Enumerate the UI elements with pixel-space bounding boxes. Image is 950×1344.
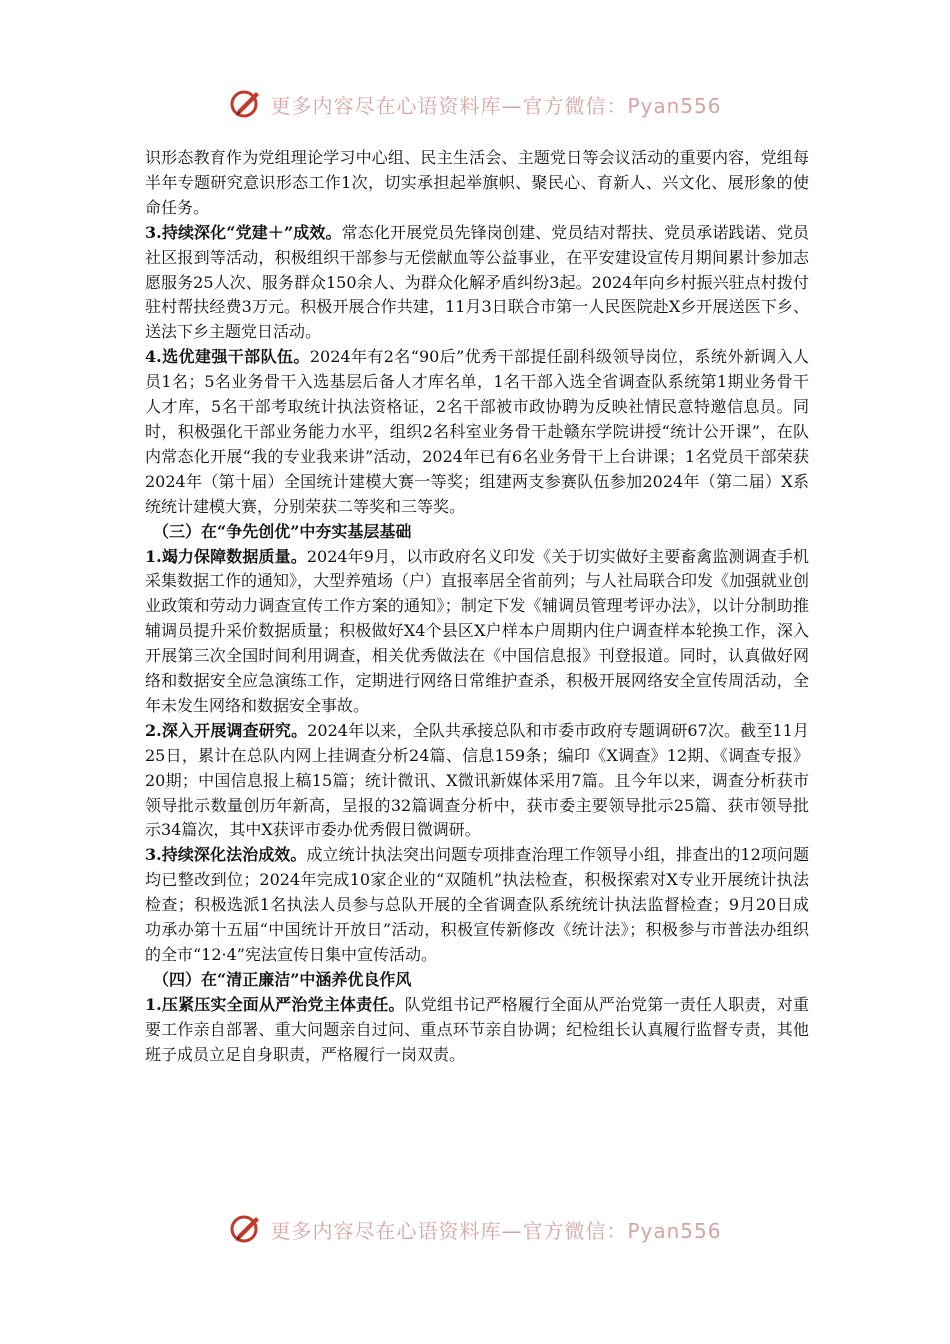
pen-logo-icon <box>228 86 264 122</box>
header-watermark <box>0 84 950 124</box>
paragraph-text: 2024年以来，全队共承接总队和市委市政府专题调研67次。截至11月25日，累计在总队内网上挂调查分析24篇、信息159条；编印《X调查》12期、《调查专报》20期；中国信息报上稿15篇；统计微讯、X微讯新媒体采用7篇。且今年以来，调查分析获市领导批示数量创历年新高，呈报的32篇调查分析中，获市委主要领导批示25篇、获市领导批示34篇次，其中X获评市委办优秀假日微调研。 <box>145 720 809 840</box>
body-paragraph <box>145 993 809 1068</box>
paragraph-lead: 3.持续深化“党建＋”成效。 <box>145 222 342 242</box>
paragraph-lead: 1.压紧压实全面从严治党主体责任。 <box>145 994 405 1014</box>
body-paragraph <box>145 719 809 844</box>
paragraph-text: 2024年9月，以市政府名义印发《关于切实做好主要畜禽监测调查手机采集数据工作的通知》，大型养殖场（户）直报率居全省前列；与人社局联合印发《加强就业创业政策和劳动力调查宣传工作方案的通知》；制定下发《辅调员管理考评办法》，以计分制助推辅调员提升采价数据质量；积极做好X4个县区X户样本户周期内住户调查样本轮换工作，深入开展第三次全国时间利用调查，相关优秀做法在《中国信息报》刊登报道。同时，认真做好网络和数据安全应急演练工作，定期进行网络日常维护查杀，积极开展网络安全宣传周活动，全年未发生网络和数据安全事故。 <box>145 546 810 715</box>
watermark-text: 更多内容尽在心语资料库—官方微信：Pyan556 <box>270 93 722 118</box>
paragraph-text: 2024年有2名“90后”优秀干部提任副科级领导岗位，系统外新调入人员1名；5名业务骨干入选基层后备人才库名单，1名干部入选全省调查队系统第1期业务骨干人才库，5名干部考取统计执法资格证，2名干部被市政协聘为反映社情民意特邀信息员。同时，积极强化干部业务能力水平，组织2名科室业务骨干赴赣东学院讲授“统计公开课”，在队内常态化开展“我的专业我来讲”活动，2024年已有6名业务骨干上台讲课；1名党员干部荣获2024年（第十届）全国统计建模大赛一等奖；组建两支参赛队伍参加2024年（第二届）X系统统计建模大赛，分别荣获二等奖和三等奖。 <box>145 347 809 516</box>
document-body <box>145 146 809 1068</box>
paragraph-text: 队党组书记严格履行全面从严治党第一责任人职责，对重要工作亲自部署、重大问题亲自过问、重点环节亲自协调；纪检组长认真履行监督专责，其他班子成员立足自身职责，严格履行一岗双责。 <box>145 994 809 1064</box>
pen-logo-icon <box>228 1211 264 1247</box>
body-paragraph <box>145 345 809 519</box>
section-heading: （三）在“争先创优”中夯实基层基础 <box>153 521 412 541</box>
paragraph-text: 成立统计执法突出问题专项排查治理工作领导小组，排查出的12项问题均已整改到位；2024年完成10家企业的“双随机”执法检查，积极探索对X专业开展统计执法检查；积极选派1名执法人员参与总队开展的全省调查队系统统计执法监督检查；9月20日成功承办第十五届“中国统计开放日”活动，积极宣传新修改《统计法》；积极参与市普法办组织的全市“12·4”宪法宣传日集中宣传活动。 <box>145 845 809 964</box>
paragraph-lead: 2.深入开展调查研究。 <box>145 720 308 740</box>
body-paragraph <box>145 221 809 346</box>
watermark-text: 更多内容尽在心语资料库—官方微信：Pyan556 <box>270 1218 722 1243</box>
body-paragraph <box>145 545 809 719</box>
body-paragraph <box>145 146 809 221</box>
paragraph-text: 识形态教育作为党组理论学习中心组、民主生活会、主题党日等会议活动的重要内容，党组每半年专题研究意识形态工作1次，切实承担起举旗帜、聚民心、育新人、兴文化、展形象的使命任务。 <box>145 148 809 217</box>
paragraph-lead: 3.持续深化法治成效。 <box>145 845 307 865</box>
section-heading: （四）在“清正廉洁”中涵养优良作风 <box>153 969 412 989</box>
paragraph-lead: 4.选优建强干部队伍。 <box>145 347 310 367</box>
paragraph-text: 常态化开展党员先锋岗创建、党员结对帮扶、党员承诺践诺、党员社区报到等活动，积极组织干部参与无偿献血等公益事业，在平安建设宣传月期间累计参加志愿服务25人次、服务群众150余人、为群众化解矛盾纠纷3起。2024年向乡村振兴驻点村拨付驻村帮扶经费3万元。积极开展合作共建，11月3日联合市第一人民医院赴X乡开展送医下乡、送法下乡主题党日活动。 <box>145 222 809 342</box>
footer-watermark <box>0 1209 950 1249</box>
body-paragraph <box>145 843 809 968</box>
paragraph-lead: 1.竭力保障数据质量。 <box>145 546 307 566</box>
